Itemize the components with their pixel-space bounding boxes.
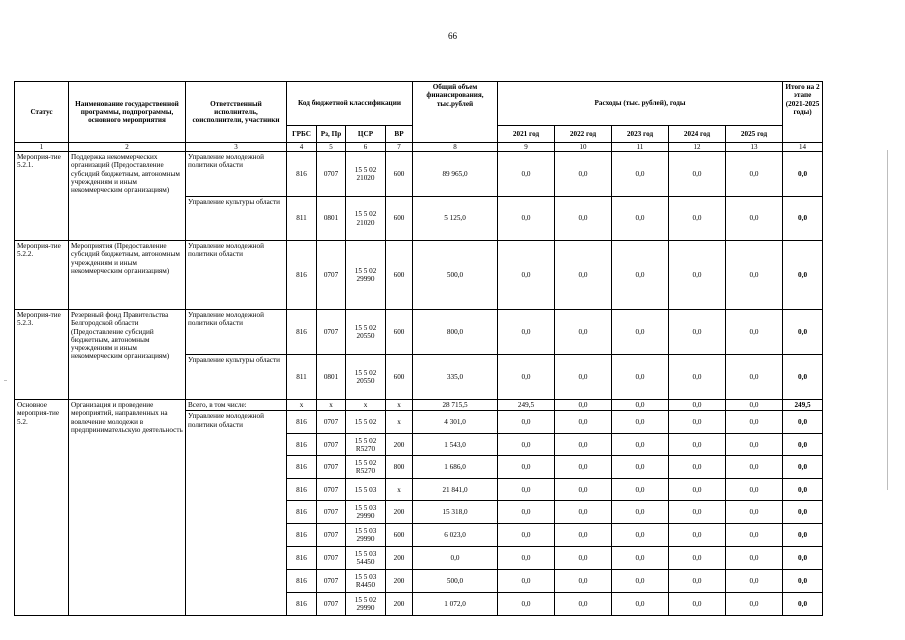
cell-vr: 200 bbox=[386, 434, 413, 456]
cell-total: 4 301,0 bbox=[413, 411, 498, 434]
cell-rzpr: 0707 bbox=[317, 593, 346, 616]
cell-2022: 0,0 bbox=[555, 501, 612, 524]
cell-csr: 15 5 03 R4450 bbox=[346, 570, 386, 593]
cell-2024: 0,0 bbox=[669, 411, 726, 434]
page-number: 66 bbox=[448, 31, 457, 41]
cell-2024: 0,0 bbox=[669, 152, 726, 197]
cell-2021: 0,0 bbox=[498, 524, 555, 547]
cell-grbs: 816 bbox=[287, 593, 317, 616]
cell-2024: 0,0 bbox=[669, 524, 726, 547]
cell-name: Поддержка некоммерческих организаций (Предоставление субсидий бюджетным, автономным учреждениям и иным некоммерческим организациям) bbox=[69, 152, 186, 241]
cell-grbs: x bbox=[287, 400, 317, 411]
cell-rzpr: 0707 bbox=[317, 152, 346, 197]
cell-2021: 0,0 bbox=[498, 411, 555, 434]
cell-2025: 0,0 bbox=[726, 524, 783, 547]
cell-2021: 0,0 bbox=[498, 310, 555, 355]
cell-2023: 0,0 bbox=[612, 152, 669, 197]
cell-total: 21 841,0 bbox=[413, 479, 498, 501]
cell-name: Организация и проведение мероприятий, направленных на вовлечение молодежи в предпринимательскую деятельность bbox=[69, 400, 186, 616]
cell-2024: 0,0 bbox=[669, 197, 726, 241]
table-row bbox=[15, 310, 823, 355]
cell-2021: 0,0 bbox=[498, 434, 555, 456]
cell-total: 0,0 bbox=[413, 547, 498, 570]
column-number: 9 bbox=[498, 143, 555, 152]
column-number: 8 bbox=[413, 143, 498, 152]
header-vr: ВР bbox=[386, 126, 413, 143]
cell-sum: 0,0 bbox=[783, 152, 823, 197]
cell-grbs: 811 bbox=[287, 355, 317, 400]
cell-2022: 0,0 bbox=[555, 593, 612, 616]
header-expenses: Расходы (тыс. рублей), годы bbox=[498, 82, 783, 126]
cell-sum: 0,0 bbox=[783, 524, 823, 547]
cell-2023: 0,0 bbox=[612, 570, 669, 593]
column-number: 10 bbox=[555, 143, 612, 152]
cell-total: 800,0 bbox=[413, 310, 498, 355]
column-number: 13 bbox=[726, 143, 783, 152]
cell-2025: 0,0 bbox=[726, 456, 783, 479]
header-status: Статус bbox=[15, 82, 69, 143]
cell-executor: Управление молодежной политики области bbox=[186, 152, 287, 197]
cell-2024: 0,0 bbox=[669, 547, 726, 570]
cell-sum: 0,0 bbox=[783, 197, 823, 241]
cell-2022: 0,0 bbox=[555, 547, 612, 570]
cell-rzpr: 0707 bbox=[317, 411, 346, 434]
column-number: 4 bbox=[287, 143, 317, 152]
cell-2021: 249,5 bbox=[498, 400, 555, 411]
cell-2021: 0,0 bbox=[498, 593, 555, 616]
cell-total: 1 543,0 bbox=[413, 434, 498, 456]
cell-2023: 0,0 bbox=[612, 456, 669, 479]
cell-status: Мероприя-тие 5.2.2. bbox=[15, 241, 69, 310]
cell-grbs: 811 bbox=[287, 197, 317, 241]
table-row bbox=[15, 400, 823, 411]
cell-executor: Управление молодежной политики области bbox=[186, 310, 287, 355]
cell-rzpr: 0801 bbox=[317, 355, 346, 400]
cell-2024: 0,0 bbox=[669, 456, 726, 479]
cell-2024: 0,0 bbox=[669, 355, 726, 400]
cell-csr: 15 5 02 29990 bbox=[346, 241, 386, 310]
scan-dot-mark bbox=[4, 380, 7, 381]
cell-2022: 0,0 bbox=[555, 411, 612, 434]
cell-total: 15 318,0 bbox=[413, 501, 498, 524]
cell-rzpr: 0707 bbox=[317, 479, 346, 501]
header-year: 2022 год bbox=[555, 126, 612, 143]
column-number: 6 bbox=[346, 143, 386, 152]
cell-name: Резервный фонд Правительства Белгородской области (Предоставление субсидий бюджетным, автономным учреждениям и иным некоммерческим организациям) bbox=[69, 310, 186, 400]
cell-2022: 0,0 bbox=[555, 456, 612, 479]
cell-total: 500,0 bbox=[413, 241, 498, 310]
cell-2025: 0,0 bbox=[726, 310, 783, 355]
cell-grbs: 816 bbox=[287, 310, 317, 355]
cell-2022: 0,0 bbox=[555, 524, 612, 547]
header-total-financing: Общий объем финансирования, тыс.рублей bbox=[413, 82, 498, 143]
cell-csr: 15 5 03 29990 bbox=[346, 524, 386, 547]
cell-2023: 0,0 bbox=[612, 310, 669, 355]
cell-name: Мероприятия (Предоставление субсидий бюджетным, автономным учреждениям и иным некоммерческим организациям) bbox=[69, 241, 186, 310]
cell-sum: 0,0 bbox=[783, 479, 823, 501]
cell-grbs: 816 bbox=[287, 456, 317, 479]
cell-sum: 0,0 bbox=[783, 570, 823, 593]
cell-2022: 0,0 bbox=[555, 355, 612, 400]
cell-csr: 15 5 02 20550 bbox=[346, 355, 386, 400]
cell-2022: 0,0 bbox=[555, 479, 612, 501]
cell-grbs: 816 bbox=[287, 152, 317, 197]
cell-sum: 0,0 bbox=[783, 355, 823, 400]
cell-2024: 0,0 bbox=[669, 400, 726, 411]
header-executor: Ответственный исполнитель, соисполнители, участники bbox=[186, 82, 287, 143]
cell-2025: 0,0 bbox=[726, 197, 783, 241]
cell-csr: 15 5 02 29990 bbox=[346, 593, 386, 616]
cell-total: 89 965,0 bbox=[413, 152, 498, 197]
cell-2024: 0,0 bbox=[669, 434, 726, 456]
cell-2024: 0,0 bbox=[669, 241, 726, 310]
header-grbs: ГРБС bbox=[287, 126, 317, 143]
header-year: 2024 год bbox=[669, 126, 726, 143]
header-total-stage: Итого на 2 этапе (2021-2025 годы) bbox=[783, 82, 823, 143]
cell-2021: 0,0 bbox=[498, 197, 555, 241]
cell-status: Мероприя-тие 5.2.1. bbox=[15, 152, 69, 241]
cell-sum: 0,0 bbox=[783, 593, 823, 616]
cell-sum: 0,0 bbox=[783, 456, 823, 479]
cell-2024: 0,0 bbox=[669, 570, 726, 593]
cell-2025: 0,0 bbox=[726, 241, 783, 310]
cell-2021: 0,0 bbox=[498, 355, 555, 400]
cell-rzpr: 0707 bbox=[317, 456, 346, 479]
cell-2024: 0,0 bbox=[669, 310, 726, 355]
cell-2022: 0,0 bbox=[555, 241, 612, 310]
cell-2022: 0,0 bbox=[555, 310, 612, 355]
cell-2023: 0,0 bbox=[612, 524, 669, 547]
column-number: 12 bbox=[669, 143, 726, 152]
cell-2023: 0,0 bbox=[612, 241, 669, 310]
cell-2025: 0,0 bbox=[726, 411, 783, 434]
cell-csr: 15 5 02 bbox=[346, 411, 386, 434]
cell-grbs: 816 bbox=[287, 434, 317, 456]
cell-2021: 0,0 bbox=[498, 241, 555, 310]
cell-total: 28 715,5 bbox=[413, 400, 498, 411]
cell-total: 500,0 bbox=[413, 570, 498, 593]
cell-2022: 0,0 bbox=[555, 570, 612, 593]
cell-total: 1 072,0 bbox=[413, 593, 498, 616]
cell-status: Основное мероприя-тие 5.2. bbox=[15, 400, 69, 616]
cell-grbs: 816 bbox=[287, 570, 317, 593]
table-row bbox=[15, 152, 823, 197]
cell-vr: x bbox=[386, 400, 413, 411]
cell-grbs: 816 bbox=[287, 479, 317, 501]
cell-csr: 15 5 03 bbox=[346, 479, 386, 501]
cell-grbs: 816 bbox=[287, 501, 317, 524]
cell-2024: 0,0 bbox=[669, 479, 726, 501]
cell-csr: 15 5 02 R5270 bbox=[346, 456, 386, 479]
cell-grbs: 816 bbox=[287, 524, 317, 547]
cell-2021: 0,0 bbox=[498, 456, 555, 479]
cell-2023: 0,0 bbox=[612, 355, 669, 400]
cell-vr: 600 bbox=[386, 310, 413, 355]
cell-2021: 0,0 bbox=[498, 547, 555, 570]
cell-2023: 0,0 bbox=[612, 593, 669, 616]
cell-2022: 0,0 bbox=[555, 152, 612, 197]
cell-2021: 0,0 bbox=[498, 152, 555, 197]
cell-rzpr: 0707 bbox=[317, 501, 346, 524]
header-budget-code: Код бюджетной классификации bbox=[287, 82, 413, 126]
cell-rzpr: 0707 bbox=[317, 524, 346, 547]
cell-vr: 600 bbox=[386, 524, 413, 547]
cell-sum: 0,0 bbox=[783, 411, 823, 434]
cell-2025: 0,0 bbox=[726, 152, 783, 197]
cell-sum: 0,0 bbox=[783, 241, 823, 310]
cell-vr: 200 bbox=[386, 570, 413, 593]
cell-executor: Всего, в том числе: bbox=[186, 400, 287, 411]
column-number: 7 bbox=[386, 143, 413, 152]
cell-2023: 0,0 bbox=[612, 400, 669, 411]
cell-2023: 0,0 bbox=[612, 411, 669, 434]
cell-2025: 0,0 bbox=[726, 400, 783, 411]
cell-2023: 0,0 bbox=[612, 547, 669, 570]
cell-2021: 0,0 bbox=[498, 479, 555, 501]
cell-2023: 0,0 bbox=[612, 434, 669, 456]
column-number: 11 bbox=[612, 143, 669, 152]
cell-rzpr: 0707 bbox=[317, 310, 346, 355]
cell-2022: 0,0 bbox=[555, 197, 612, 241]
budget-table bbox=[14, 81, 823, 616]
cell-rzpr: 0707 bbox=[317, 547, 346, 570]
cell-csr: 15 5 02 20550 bbox=[346, 310, 386, 355]
cell-2021: 0,0 bbox=[498, 501, 555, 524]
column-number: 5 bbox=[317, 143, 346, 152]
cell-csr: x bbox=[346, 400, 386, 411]
header-row bbox=[15, 82, 823, 126]
cell-vr: x bbox=[386, 479, 413, 501]
cell-rzpr: 0707 bbox=[317, 241, 346, 310]
header-year: 2021 год bbox=[498, 126, 555, 143]
cell-vr: 200 bbox=[386, 501, 413, 524]
cell-csr: 15 5 03 54450 bbox=[346, 547, 386, 570]
cell-status: Мероприя-тие 5.2.3. bbox=[15, 310, 69, 400]
cell-2024: 0,0 bbox=[669, 593, 726, 616]
cell-2022: 0,0 bbox=[555, 434, 612, 456]
header-name: Наименование государственной программы, подпрограммы, основного мероприятия bbox=[69, 82, 186, 143]
cell-2025: 0,0 bbox=[726, 570, 783, 593]
table-body bbox=[15, 152, 823, 616]
cell-2023: 0,0 bbox=[612, 501, 669, 524]
cell-executor: Управление культуры области bbox=[186, 355, 287, 400]
cell-2022: 0,0 bbox=[555, 400, 612, 411]
cell-2025: 0,0 bbox=[726, 479, 783, 501]
header-rzpr: Рз, Пр bbox=[317, 126, 346, 143]
cell-total: 335,0 bbox=[413, 355, 498, 400]
column-number: 14 bbox=[783, 143, 823, 152]
cell-2023: 0,0 bbox=[612, 197, 669, 241]
cell-vr: 800 bbox=[386, 456, 413, 479]
header-year: 2025 год bbox=[726, 126, 783, 143]
cell-sum: 0,0 bbox=[783, 434, 823, 456]
cell-rzpr: 0707 bbox=[317, 570, 346, 593]
cell-executor: Управление молодежной политики области bbox=[186, 241, 287, 310]
cell-2021: 0,0 bbox=[498, 570, 555, 593]
cell-2025: 0,0 bbox=[726, 547, 783, 570]
cell-vr: 200 bbox=[386, 547, 413, 570]
cell-2024: 0,0 bbox=[669, 501, 726, 524]
cell-grbs: 816 bbox=[287, 241, 317, 310]
cell-sum: 0,0 bbox=[783, 310, 823, 355]
cell-2025: 0,0 bbox=[726, 593, 783, 616]
table-row bbox=[15, 241, 823, 310]
header-year: 2023 год bbox=[612, 126, 669, 143]
cell-total: 1 686,0 bbox=[413, 456, 498, 479]
column-number: 2 bbox=[69, 143, 186, 152]
cell-vr: 200 bbox=[386, 593, 413, 616]
cell-rzpr: x bbox=[317, 400, 346, 411]
cell-2025: 0,0 bbox=[726, 501, 783, 524]
cell-vr: 600 bbox=[386, 197, 413, 241]
cell-sum: 0,0 bbox=[783, 501, 823, 524]
cell-rzpr: 0801 bbox=[317, 197, 346, 241]
cell-csr: 15 5 02 21020 bbox=[346, 197, 386, 241]
cell-rzpr: 0707 bbox=[317, 434, 346, 456]
column-number: 3 bbox=[186, 143, 287, 152]
cell-csr: 15 5 02 R5270 bbox=[346, 434, 386, 456]
column-number-row bbox=[15, 143, 823, 152]
cell-2023: 0,0 bbox=[612, 479, 669, 501]
cell-vr: 600 bbox=[386, 152, 413, 197]
cell-total: 6 023,0 bbox=[413, 524, 498, 547]
cell-vr: x bbox=[386, 411, 413, 434]
cell-vr: 600 bbox=[386, 241, 413, 310]
cell-total: 5 125,0 bbox=[413, 197, 498, 241]
cell-grbs: 816 bbox=[287, 411, 317, 434]
cell-2025: 0,0 bbox=[726, 434, 783, 456]
cell-2025: 0,0 bbox=[726, 355, 783, 400]
cell-sum: 249,5 bbox=[783, 400, 823, 411]
cell-vr: 600 bbox=[386, 355, 413, 400]
cell-sum: 0,0 bbox=[783, 547, 823, 570]
cell-csr: 15 5 02 21020 bbox=[346, 152, 386, 197]
column-number: 1 bbox=[15, 143, 69, 152]
cell-grbs: 816 bbox=[287, 547, 317, 570]
cell-csr: 15 5 03 29990 bbox=[346, 501, 386, 524]
scan-edge-mark bbox=[887, 150, 888, 490]
header-csr: ЦСР bbox=[346, 126, 386, 143]
cell-executor: Управление молодежной политики области bbox=[186, 411, 287, 616]
cell-executor: Управление культуры области bbox=[186, 197, 287, 241]
